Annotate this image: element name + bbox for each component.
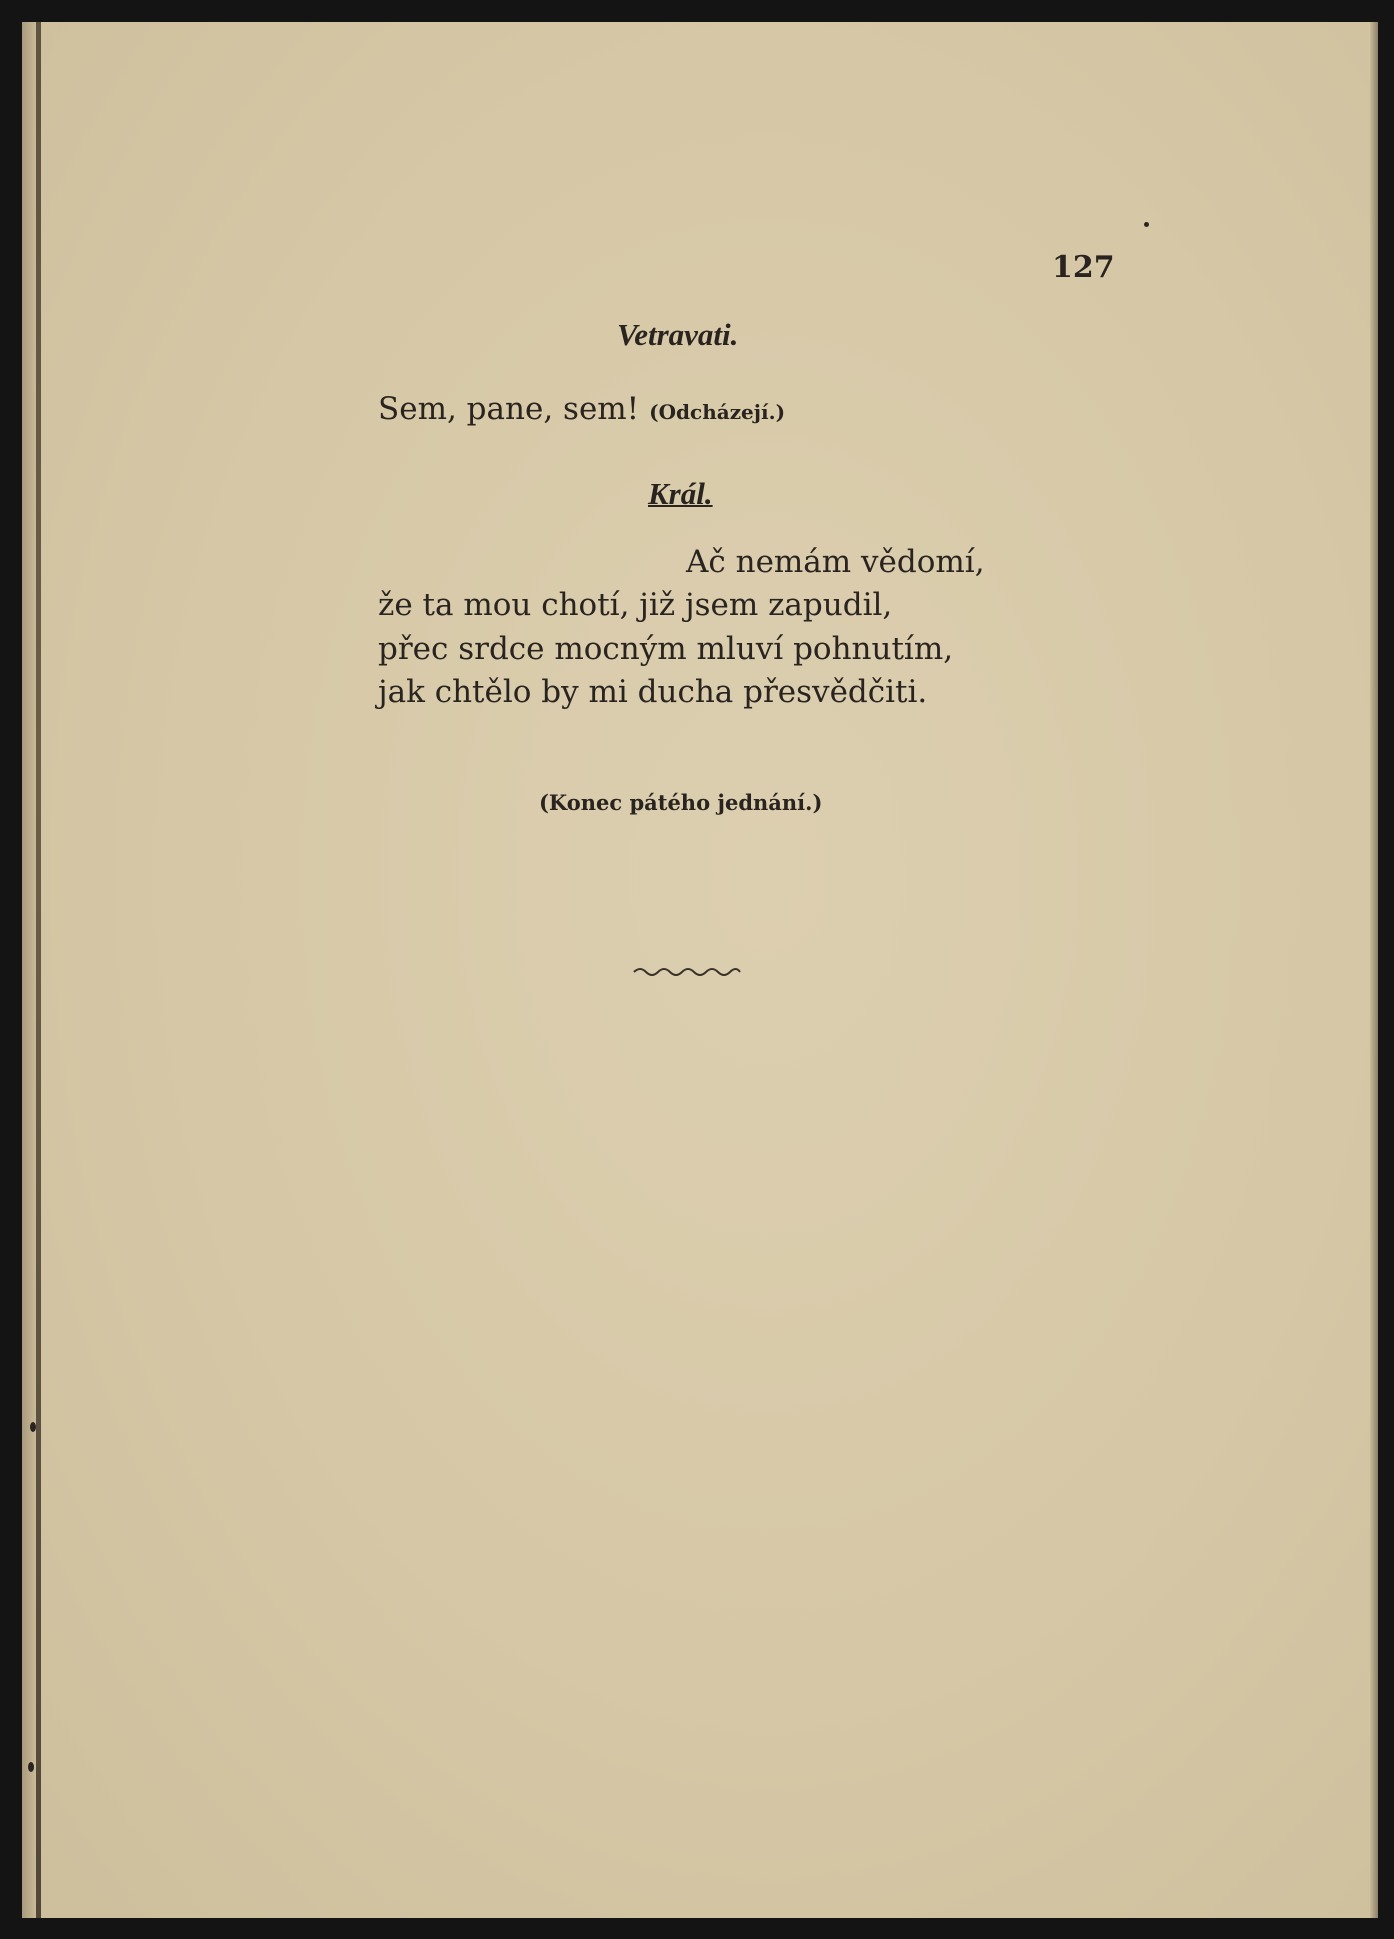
verse-line: přec srdce mocným mluví pohnutím, — [378, 631, 954, 667]
binding-edge — [36, 22, 41, 1918]
speaker-name: Král. — [648, 476, 713, 511]
verse-line: jak chtělo by mi ducha přesvědčiti. — [378, 674, 928, 710]
dialogue-line — [378, 391, 785, 427]
dialogue-text: Sem, pane, sem! — [378, 391, 640, 427]
page-number: 127 — [1052, 250, 1115, 285]
binding-shadow — [22, 22, 36, 1918]
stage-direction: (Odcházejí.) — [649, 400, 786, 424]
speck — [1144, 222, 1149, 227]
verse-line: Ač nemám vědomí, — [686, 544, 985, 580]
speck — [28, 1762, 34, 1772]
wavy-line-ornament — [632, 962, 742, 982]
verse-line: že ta mou chotí, již jsem zapudil, — [378, 587, 893, 623]
speck — [30, 1422, 36, 1432]
page-edge — [1370, 22, 1378, 1918]
act-end-note: (Konec pátého jednání.) — [539, 790, 823, 815]
speaker-name: Vetravati. — [617, 317, 739, 352]
paper-sheet — [22, 22, 1378, 1918]
